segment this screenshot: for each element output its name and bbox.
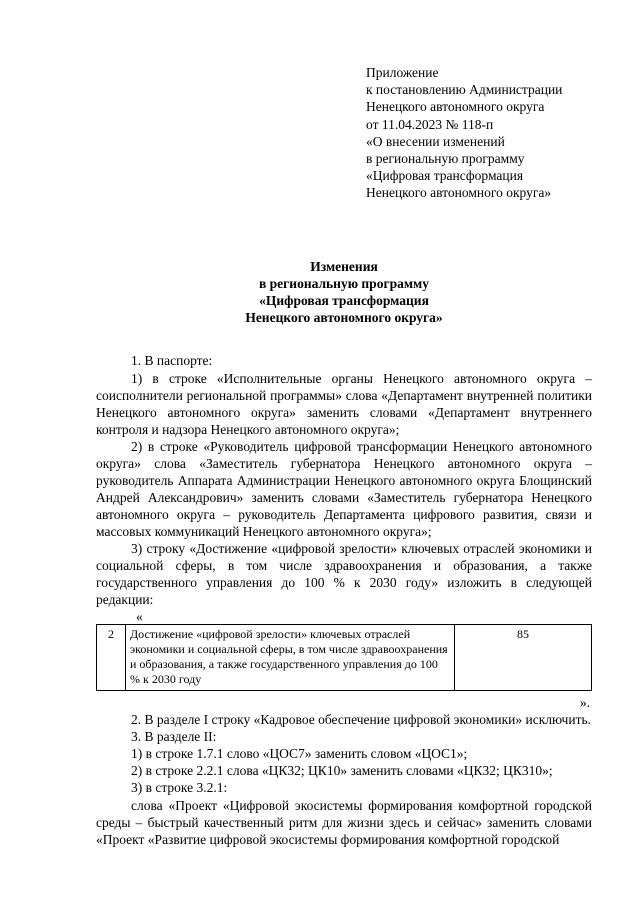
table-row	[97, 625, 592, 691]
title-line: Изменения	[310, 259, 378, 274]
quote-close-mark: ».	[579, 695, 590, 710]
appendix-line: Ненецкого автономного округа	[366, 99, 545, 115]
table-cell-indicator: Достижение «цифровой зрелости» ключевых отраслей экономики и социальной сферы, в том числе здравоохранения и образования, а также государственного управления до 100 % к 2030 году	[126, 625, 455, 691]
appendix-line: от 11.04.2023 № 118-п	[366, 116, 494, 132]
appendix-line: в региональную программу	[366, 151, 525, 167]
paragraph-line-321: 3) в строке 3.2.1:	[131, 780, 228, 795]
paragraph-line-171: 1) в строке 1.7.1 слово «ЦОС7» заменить словом «ЦОС1»;	[131, 746, 468, 761]
appendix-line: «О внесении изменений	[366, 133, 505, 149]
amendment-table	[96, 624, 592, 691]
appendix-line: Приложение	[366, 65, 439, 80]
paragraph-item-2: 2) в строке «Руководитель цифровой трансформации Ненецкого автономного округа» слова «Заместитель губернатора Ненецкого автономного округа – руководитель Аппарата Администрации Ненецкого автономного округа Блощинский Андрей Александрович» заменить словами «Заместитель губернатора Ненецкого автономного округа – руководитель Департамента цифрового развития, связи и массовых коммуникаций Ненецкого автономного округа»;	[96, 439, 592, 539]
quote-open-mark: «	[136, 609, 143, 624]
paragraph-passport: 1. В паспорте:	[131, 353, 213, 368]
paragraph-words: слова «Проект «Цифровой экосистемы формирования комфортной городской среды – быстрый качественный ритм для жизни здесь и сейчас» заменить словами «Проект «Развитие цифровой экосистемы формирования комфортной городской	[96, 798, 592, 847]
table-cell-value: 85	[455, 625, 592, 691]
appendix-line: «Цифровая трансформация	[366, 168, 524, 184]
title-line: «Цифровая трансформация	[259, 293, 429, 308]
paragraph-line-221: 2) в строке 2.2.1 слова «ЦК32; ЦК10» заменить словами «ЦК32; ЦК310»;	[131, 763, 553, 778]
paragraph-section-2: 3. В разделе II:	[131, 729, 217, 744]
appendix-line: Ненецкого автономного округа»	[366, 185, 552, 201]
paragraph-item-3: 3) строку «Достижение «цифровой зрелости» ключевых отраслей экономики и социальной сферы, в том числе здравоохранения и образования, а также государственного управления до 100 % к 2030 году» изложить в следующей редакции:	[96, 541, 592, 607]
title-line: в региональную программу	[259, 276, 429, 291]
appendix-line: к постановлению Администрации	[366, 82, 563, 98]
document-body	[96, 352, 592, 848]
paragraph-item-1: 1) в строке «Исполнительные органы Ненецкого автономного округа – соисполнители региональной программы» слова «Департамент внутренней политики Ненецкого автономного округа» заменить словами «Департамент внутреннего контроля и надзора Ненецкого автономного округа»;	[96, 371, 592, 437]
paragraph-section-1: 2. В разделе I строку «Кадровое обеспечение цифровой экономики» исключить.	[131, 712, 592, 727]
table-cell-number: 2	[97, 625, 126, 691]
document-title	[96, 258, 592, 326]
appendix-header	[366, 64, 616, 202]
title-line: Ненецкого автономного округа»	[245, 310, 443, 325]
